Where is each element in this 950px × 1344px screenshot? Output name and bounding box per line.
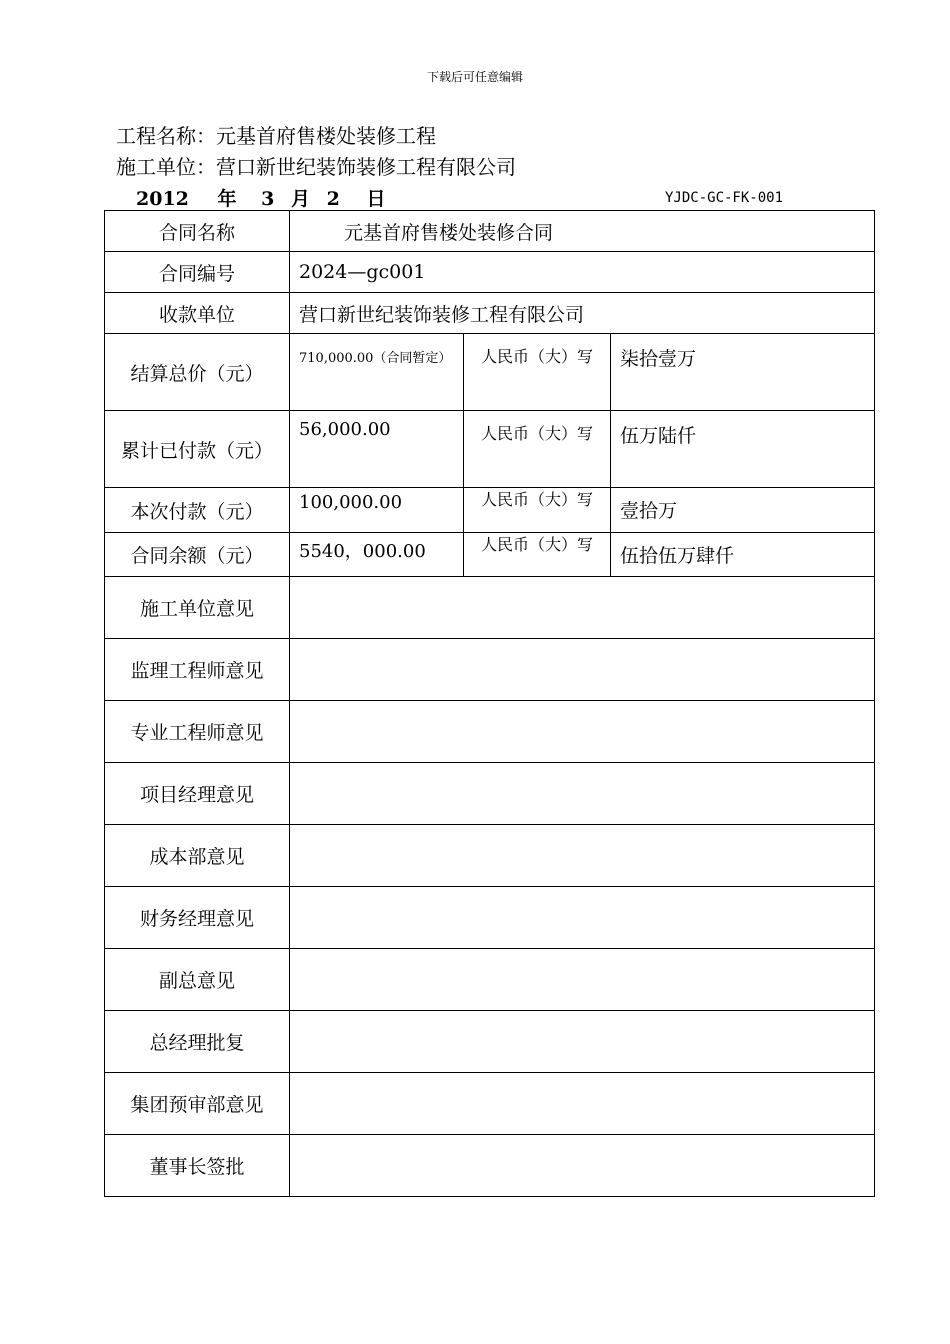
row-contract-no xyxy=(105,252,875,293)
opinion-field[interactable] xyxy=(290,1073,875,1135)
rmb-capital-label: 人民币（大）写 xyxy=(464,411,611,488)
row-contract-name xyxy=(105,211,875,252)
amount-capital: 伍万陆仟 xyxy=(611,411,875,488)
opinion-field[interactable] xyxy=(290,949,875,1011)
amount-value: 5540，000.00 xyxy=(290,533,464,577)
opinion-label: 总经理批复 xyxy=(105,1011,290,1073)
date-month-label: 月 xyxy=(291,188,311,210)
opinion-field[interactable] xyxy=(290,639,875,701)
opinion-row xyxy=(105,763,875,825)
opinion-field[interactable] xyxy=(290,1135,875,1197)
project-name: 工程名称：元基首府售楼处装修工程 xyxy=(116,124,436,148)
amount-value: 710,000.00（合同暂定） xyxy=(290,334,464,411)
opinion-label: 副总意见 xyxy=(105,949,290,1011)
opinion-field[interactable] xyxy=(290,887,875,949)
contract-no-value: 2024—gc001 xyxy=(290,252,875,293)
opinion-row xyxy=(105,1135,875,1197)
form-date xyxy=(136,184,386,211)
amount-capital: 伍拾伍万肆仟 xyxy=(611,533,875,577)
amount-label: 累计已付款（元） xyxy=(105,411,290,488)
row-payee xyxy=(105,293,875,334)
opinion-label: 董事长签批 xyxy=(105,1135,290,1197)
date-year: 2012 xyxy=(136,188,189,210)
opinion-row xyxy=(105,825,875,887)
rmb-capital-label: 人民币（大）写 xyxy=(464,488,611,533)
row-contract-balance xyxy=(105,533,875,577)
amount-label: 结算总价（元） xyxy=(105,334,290,411)
amount-capital: 柒拾壹万 xyxy=(611,334,875,411)
opinion-label: 集团预审部意见 xyxy=(105,1073,290,1135)
opinion-row xyxy=(105,577,875,639)
date-month: 3 xyxy=(261,188,275,210)
construction-unit: 施工单位：营口新世纪装饰装修工程有限公司 xyxy=(116,155,516,179)
rmb-capital-label: 人民币（大）写 xyxy=(464,533,611,577)
opinion-label: 成本部意见 xyxy=(105,825,290,887)
opinion-row xyxy=(105,701,875,763)
contract-no-label: 合同编号 xyxy=(105,252,290,293)
row-paid-to-date xyxy=(105,411,875,488)
amount-label: 合同余额（元） xyxy=(105,533,290,577)
contract-name-value: 元基首府售楼处装修合同 xyxy=(290,211,875,252)
amount-capital: 壹拾万 xyxy=(611,488,875,533)
payee-value: 营口新世纪装饰装修工程有限公司 xyxy=(290,293,875,334)
rmb-capital-label: 人民币（大）写 xyxy=(464,334,611,411)
opinion-row xyxy=(105,1011,875,1073)
opinion-field[interactable] xyxy=(290,825,875,887)
date-day-label: 日 xyxy=(366,188,386,210)
form-code: YJDC-GC-FK-001 xyxy=(665,190,784,206)
opinion-field[interactable] xyxy=(290,763,875,825)
opinion-label: 财务经理意见 xyxy=(105,887,290,949)
header-note: 下载后可任意编辑 xyxy=(426,70,523,84)
payee-label: 收款单位 xyxy=(105,293,290,334)
opinion-row xyxy=(105,949,875,1011)
amount-label: 本次付款（元） xyxy=(105,488,290,533)
opinion-label: 监理工程师意见 xyxy=(105,639,290,701)
opinion-row xyxy=(105,639,875,701)
opinion-field[interactable] xyxy=(290,577,875,639)
row-settlement-total xyxy=(105,334,875,411)
opinion-field[interactable] xyxy=(290,701,875,763)
opinion-label: 项目经理意见 xyxy=(105,763,290,825)
opinion-row xyxy=(105,1073,875,1135)
contract-name-label: 合同名称 xyxy=(105,211,290,252)
amount-value: 100,000.00 xyxy=(290,488,464,533)
opinion-label: 施工单位意见 xyxy=(105,577,290,639)
amount-value: 56,000.00 xyxy=(290,411,464,488)
date-year-label: 年 xyxy=(217,188,237,210)
row-current-payment xyxy=(105,488,875,533)
opinion-label: 专业工程师意见 xyxy=(105,701,290,763)
opinion-field[interactable] xyxy=(290,1011,875,1073)
opinion-row xyxy=(105,887,875,949)
date-day: 2 xyxy=(326,188,340,210)
payment-approval-table xyxy=(104,210,875,1197)
